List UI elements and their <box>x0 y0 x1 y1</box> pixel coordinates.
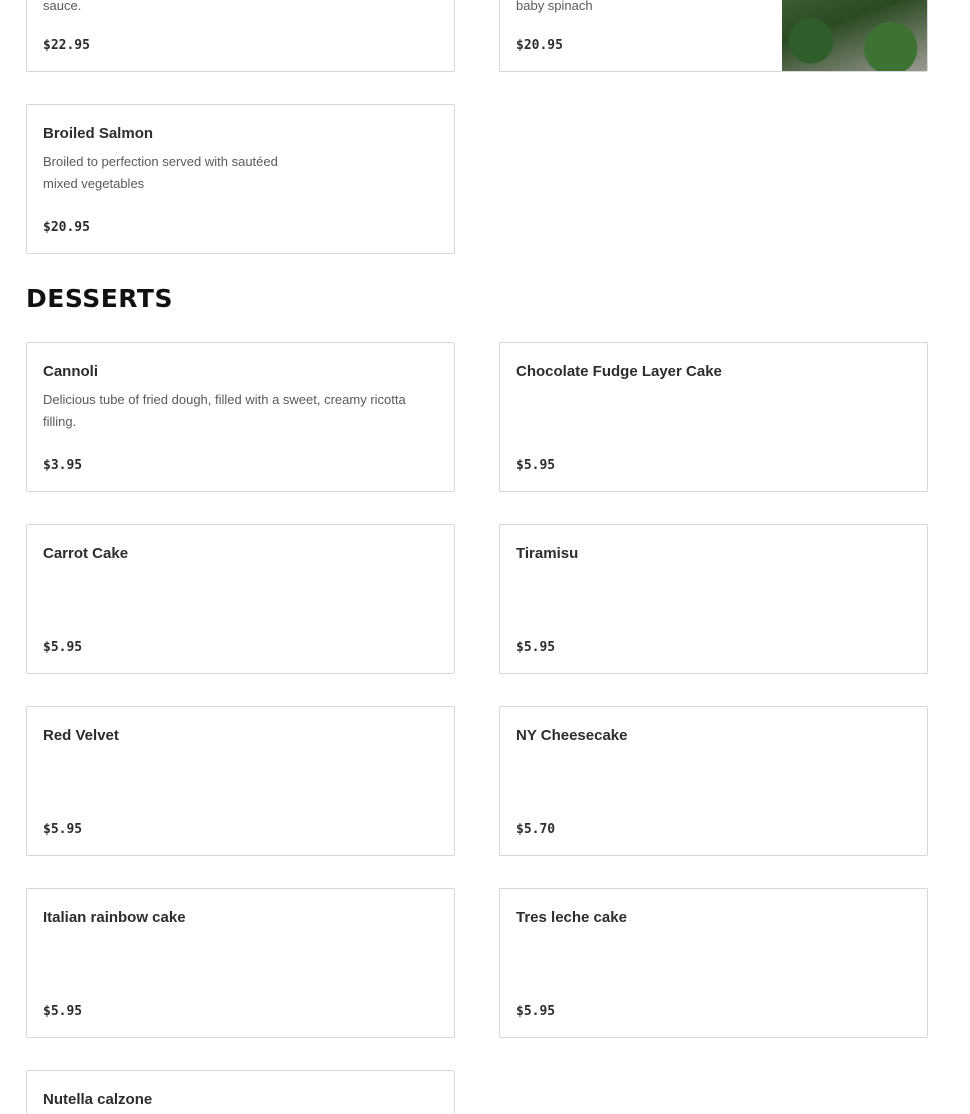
menu-item-name: Broiled Salmon <box>43 125 154 142</box>
menu-item-name: Chocolate Fudge Layer Cake <box>516 363 722 380</box>
menu-item-description: Delicious tube of fried dough, filled with a sweet, creamy ricotta filling. <box>43 392 406 429</box>
menu-item-card[interactable] <box>26 888 455 1038</box>
menu-item-card[interactable] <box>499 706 928 856</box>
menu-item-name: Tiramisu <box>516 545 579 562</box>
menu-item-description: baby spinach <box>516 0 593 13</box>
menu-item-price: $5.95 <box>43 1004 83 1019</box>
menu-item-card[interactable] <box>26 342 455 492</box>
menu-item-description: Broiled to perfection served with sautéed mixed vegetables <box>43 154 278 191</box>
menu-item-name: Red Velvet <box>43 727 119 744</box>
menu-item-card[interactable] <box>26 0 455 72</box>
menu-item-card[interactable] <box>499 888 928 1038</box>
menu-item-price: $5.95 <box>516 458 556 473</box>
menu-item-card[interactable] <box>499 0 928 72</box>
menu-item-description: sauce. <box>43 0 82 13</box>
menu-item-name: Carrot Cake <box>43 545 129 562</box>
salmon-spinach-photo <box>782 0 927 71</box>
menu-item-price: $5.95 <box>516 640 556 655</box>
menu-item-name: Cannoli <box>43 363 98 380</box>
menu-item-card[interactable] <box>26 104 455 254</box>
menu-item-price: $3.95 <box>43 458 83 473</box>
menu-item-price: $5.95 <box>43 822 83 837</box>
menu-item-card[interactable] <box>26 524 455 674</box>
menu-item-price: $20.95 <box>43 220 90 235</box>
section-heading: DESSERTS <box>26 284 173 313</box>
menu-item-card[interactable] <box>499 342 928 492</box>
menu-item-card[interactable] <box>26 1070 455 1114</box>
menu-item-name: NY Cheesecake <box>516 727 628 744</box>
menu-item-name: Tres leche cake <box>516 909 627 926</box>
menu-item-card[interactable] <box>26 706 455 856</box>
menu-item-price: $20.95 <box>516 38 563 53</box>
menu-item-price: $22.95 <box>43 38 90 53</box>
menu-item-price: $5.95 <box>43 640 83 655</box>
menu-item-name: Nutella calzone <box>43 1091 153 1108</box>
menu-item-price: $5.70 <box>516 822 556 837</box>
menu-item-price: $5.95 <box>516 1004 556 1019</box>
menu-item-name: Italian rainbow cake <box>43 909 186 926</box>
menu-item-card[interactable] <box>499 524 928 674</box>
